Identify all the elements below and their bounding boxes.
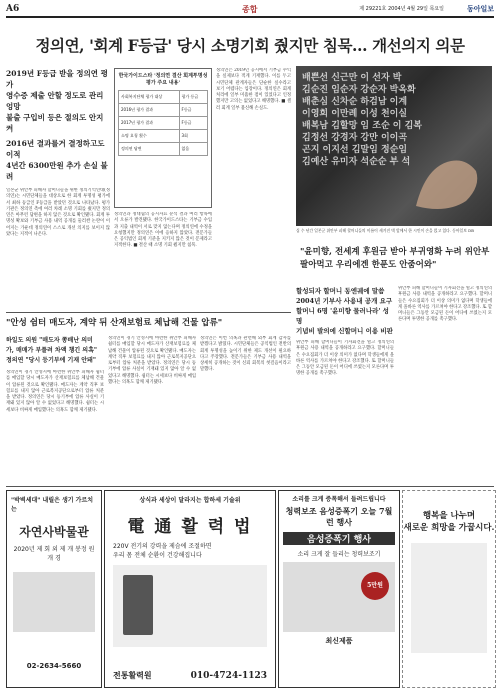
- ad-electric-therapy: [104, 490, 276, 688]
- table-row: 2017년 평가 결과 F등급: [119, 117, 208, 130]
- subhead: 할머니 6명 '윤미향 물러나라' 성명: [296, 307, 389, 325]
- ad-title-line1: 행복을 나누며: [422, 511, 476, 521]
- subhead: 하일도 의원 "매도자 쫑배난 의미: [6, 337, 93, 344]
- ad-public-service: [402, 490, 496, 688]
- pull-quote: "윤미향, 전세계 후원금 받아 부귀영화 누려 위안부 팔아먹고 우리에겐 한푼도 안줌어와": [300, 247, 490, 270]
- article-body-continued: 정의연이 경기 안성시에 마련한 위안부 피해자 쉼터를 매입할 당시 매도자가 산재보험료를 체납해 건물이 압류된 것으로 확인됐다. 매도자는 계약 직후 보험료를 내지 않아 근로복지공단으로부터 압류 처분을 받았다. 정의연은 당시 등기부에 압류 사실이 기재돼 있지 않아 알 수 없었다고 해명했다. 쉼터는 시세보다 비싸게 매입했다는 의혹도 함께 제기됐다.: [108, 336, 196, 386]
- article-body: 정의연은 2019년 공시에서 기부금 수익을 실제보다 적게 기재했다. 이를 두고 시민단체 관계자들은 단순한 실수라고 보기 어렵다는 입장이다. 정의연은 회계 처리에 일부 미흡한 점이 있었다고 인정했지만 고의는 없었다고 해명했다. ■ 셀러 회계 일부 불신해 손실도.: [216, 68, 291, 111]
- photo-caption: 십 수 년간 일본군 위안부 피해 할머니들의 이름이 새겨진 벽 앞에서 한 시민이 손을 얹고 있다. 동아일보 DB: [296, 228, 474, 233]
- ad-contact-name: 전통활력원: [113, 670, 152, 680]
- ad-title-line2: 새로운 희망을 가꿉시다.: [403, 523, 495, 533]
- ad-title: 電 通 활 력 법: [127, 517, 253, 537]
- masthead: [6, 4, 494, 18]
- ad-image: [411, 543, 487, 653]
- hand-icon: [406, 146, 486, 216]
- subhead: 2004년 기부사 사용내 공개 요구: [296, 297, 393, 305]
- ad-badge: 음성증폭기 행사: [283, 532, 395, 545]
- subhead: 불출 구입비 등은 절의도 안지켜: [6, 113, 104, 133]
- subhead: 할성되자 할머니 동엔궤에 말씀: [296, 287, 385, 295]
- middle-column: [114, 68, 212, 316]
- subhead: 2016년 결과를거 결정하고도 이적: [6, 139, 105, 159]
- ad-top-text: 상식과 세상이 달라지는 합하세 기술위: [139, 497, 241, 504]
- ad-phone: 02-2634-5660: [26, 662, 82, 670]
- right-lower-article: [296, 286, 394, 492]
- ad-title: 청력보조 음성증폭기 오늘 7월런 행사: [285, 506, 393, 527]
- ad-title: 자연사박물관: [19, 525, 89, 539]
- ad-top-text: "박벽세대" 내릴은 생기 가르치는: [11, 497, 94, 513]
- issue-info: 제 29221호 2004년 4월 29일 목요일: [359, 6, 444, 12]
- article-body: 정의연과 정대협의 공시자료 분석 결과 여러 항목에서 오류가 발견됐다. 한국가이드스타는 기부금 수입과 지출 내역이 서로 맞지 않는다며 정의연에 수정을 요청했지만 정의연은 이에 응하지 않았다. 전문가들은 공익법인 회계 기준을 지키지 않은 것이 문제라고 지적한다. ■ 결산 때 소명 기회 줬지만 침묵.: [114, 212, 212, 249]
- memorial-wall-photo: [296, 66, 492, 226]
- article-body: 위안부 피해 할머니들이 기자회견을 열고 정의연의 후원금 사용 내역을 공개하라고 요구했다. 할머니들은 수요집회가 더 이상 의미가 없다며 학생들에게 올바른 역사를 가르쳐야 한다고 강조했다. 또 할머니들은 그동안 모금된 돈이 어디에 쓰였는지 모른다며 투명한 공개를 촉구했다.: [296, 340, 394, 377]
- ad-phone: 010-4724-1123: [190, 671, 267, 681]
- second-article-headline: "안성 쉼터 매도자, 계약 뒤 산재보험료 체납해 건물 압류": [6, 318, 223, 328]
- ad-hearing-amplifier: [278, 490, 400, 688]
- ad-line2: 우리 몸 전체 순환이 건강해집니다: [113, 552, 202, 559]
- subhead: 정의연 "당시 등기부에 기재 안돼": [6, 357, 96, 364]
- subhead: 영수증 제출 안할 정도로 관리 엉망: [6, 91, 104, 111]
- divider: [6, 312, 291, 313]
- ad-image: [13, 572, 95, 632]
- article-body: 일본군 위안부 피해자 할머니들을 위한 정의기억연대(정의연)는 시민단체들을 대상으로 한 회계 투명성 평가에서 최하 등급인 F등급을 받았던 것으로 나타났다. 평가 기관은 정의연 측에 여러 차례 소명 기회를 줬지만 정의연은 아무런 답변을 하지 않은 것으로 확인됐다. 회계 투명성 확보와 기부금 사용 내역 공개를 둘러싼 논란이 이어지는 가운데 정의연이 스스로 개선 의지를 보이지 않았다는 지적이 나온다.: [6, 188, 110, 238]
- table-row: 정의연 답변 없음: [119, 143, 208, 156]
- subhead: 2019년 F등급 받을 정의연 평가: [6, 69, 108, 89]
- device-shape: [123, 575, 153, 635]
- newspaper-brand: 동아일보: [466, 4, 494, 13]
- table-row: 2016년 평가 결과 F등급: [119, 104, 208, 117]
- info-table-box: [114, 68, 212, 208]
- subhead: 기념비 발의에 신할머니 이용 비판: [296, 327, 393, 335]
- section-label: 종합: [242, 4, 258, 14]
- table-row: 사회복지단체 평가 대상 평가 등급: [119, 91, 208, 104]
- left-column: [6, 68, 110, 353]
- subhead: 가, 매매가 부풀려 차액 챙긴 의혹": [6, 347, 98, 354]
- photo-names: 배쁜선 신근만 이 선자 박 김순진 임순자 강순자 박옥화 배춘심 신차순 하검남 이계 이영희 이만례 이성 천이실 배복남 김할망 임 조순 이 김복 김정선 강경자 강만 이이곡 곤지 이지선 김말임 정순임 김예산 유미자 석순순 부 석: [302, 73, 422, 167]
- page-number: A6: [6, 4, 20, 14]
- article-body-continued: 위안부 피해 할머니들이 기자회견을 열고 정의연의 후원금 사용 내역을 공개하라고 요구했다. 할머니들은 수요집회가 더 이상 의미가 없다며 학생들에게 올바른 역사를 가르쳐야 한다고 강조했다. 또 할머니들은 그동안 모금된 돈이 어디에 쓰였는지 모른다며 투명한 공개를 촉구했다.: [398, 286, 492, 323]
- second-article-left: [6, 336, 104, 480]
- article-body-continued: 정의연은 이번 의혹과 관련해 외부 회계 감사를 받겠다고 밝혔다. 시민단체들은 공익법인 전반의 회계 투명성을 높이기 위한 제도 개선이 필요하다고 주장했다. 전문가들은 기부금 사용 내역을 상세히 공개하는 것이 신뢰 회복의 첫걸음이라고 말했다.: [200, 336, 291, 373]
- table-title: 한국가이드스타 '정의연 결산 회계투명성 평가 주요 내용': [118, 73, 208, 86]
- ads-divider: [6, 486, 494, 487]
- price-tag: 5만원: [361, 572, 389, 600]
- ad-line1: 220V 전기의 강력을 제슴에 조절하면: [113, 543, 212, 550]
- ad-museum: [6, 490, 102, 688]
- ad-top-text: 소리를 크게 증폭해서 들려드립니다: [292, 496, 386, 503]
- ad-image: [283, 562, 395, 632]
- right-text-column: [216, 68, 291, 308]
- ad-image: [113, 565, 267, 647]
- article-body: 정의연이 경기 안성시에 마련한 위안부 피해자 쉼터를 매입할 당시 매도자가 산재보험료를 체납해 건물이 압류된 것으로 확인됐다. 매도자는 계약 직후 보험료를 내지 않아 근로복지공단으로부터 압류 처분을 받았다. 정의연은 당시 등기부에 압류 사실이 기재돼 있지 않아 알 수 없었다고 해명했다. 쉼터는 시세보다 비싸게 매입했다는 의혹도 함께 제기됐다.: [6, 370, 104, 413]
- ad-badge2: 최신제품: [325, 636, 353, 645]
- ad-sub: 소리 크게 잘 들리는 청력보조기: [297, 551, 381, 558]
- subhead: 4년간 6300만원 추가 손실 불려: [6, 161, 108, 181]
- info-table: [118, 90, 208, 156]
- ad-year-line: 2020년 제 회 외 제 개 봉정 원개 경: [13, 546, 95, 562]
- table-row: 소명 요청 횟수 3회: [119, 130, 208, 143]
- main-headline: 정의연, '회계 F등급' 당시 소명기회 줬지만 침묵… 개선의지 의문: [35, 36, 465, 55]
